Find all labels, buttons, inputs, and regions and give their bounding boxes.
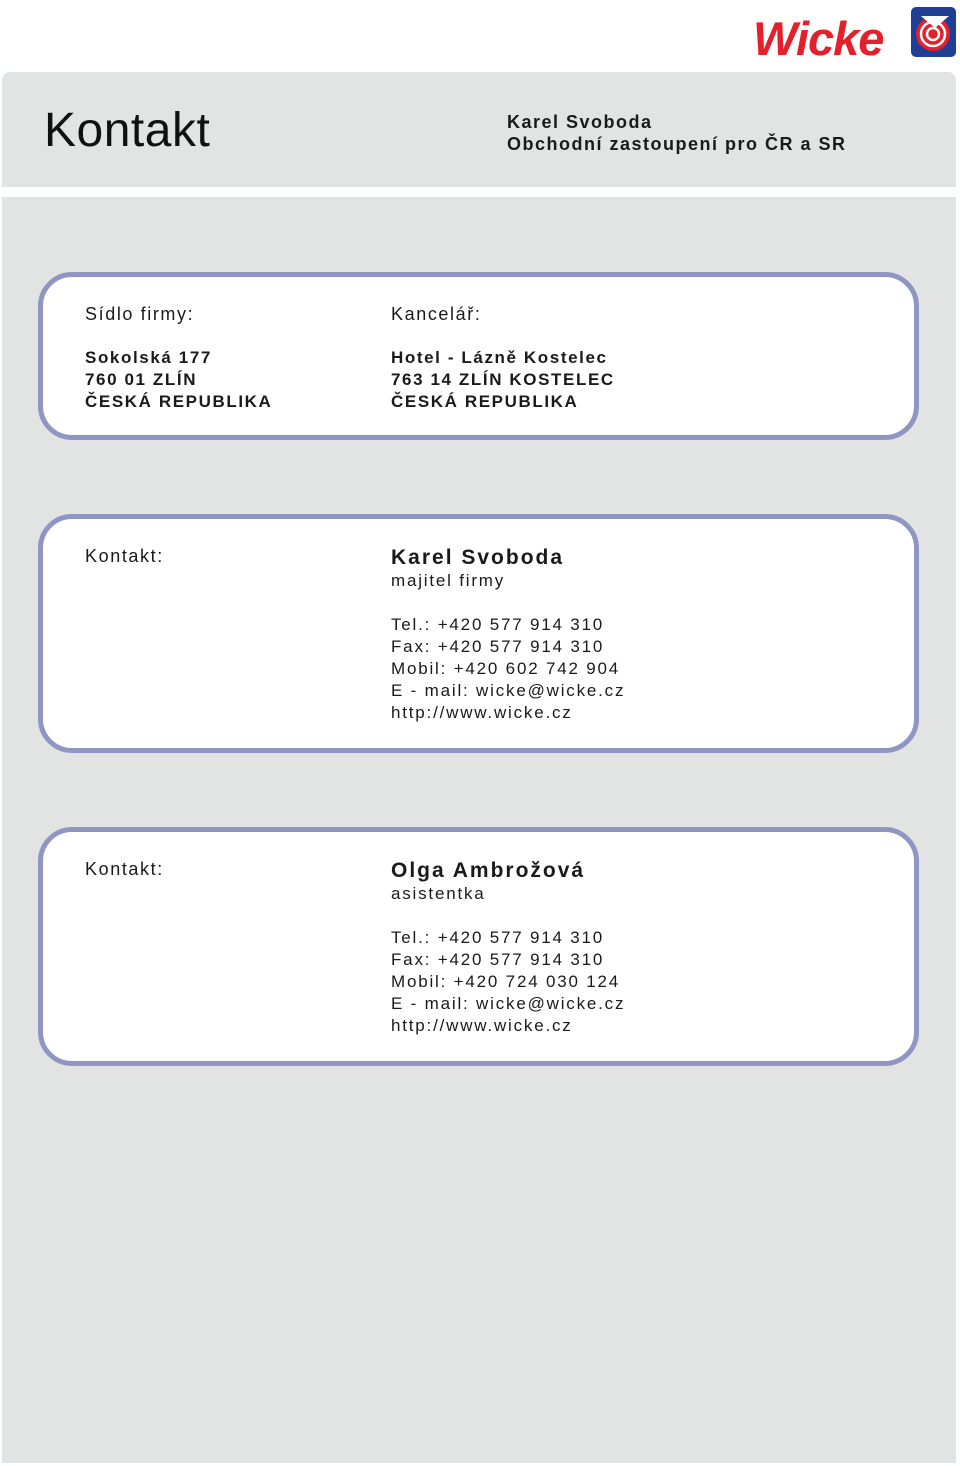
hq-city: 760 01 ZLÍN — [85, 370, 198, 389]
contact-fax: Fax: +420 577 914 310 — [391, 637, 605, 656]
contact-fax: Fax: +420 577 914 310 — [391, 950, 605, 969]
office-country: ČESKÁ REPUBLIKA — [391, 392, 579, 411]
contact-card-svoboda — [38, 514, 919, 753]
contact-mobil: Mobil: +420 724 030 124 — [391, 972, 621, 991]
contact-lines — [391, 927, 625, 1037]
contact-tel: Tel.: +420 577 914 310 — [391, 928, 605, 947]
hq-address — [85, 347, 272, 413]
contact-web[interactable]: http://www.wicke.cz — [391, 703, 573, 722]
office-city: 763 14 ZLÍN KOSTELEC — [391, 370, 615, 389]
contact-web[interactable]: http://www.wicke.cz — [391, 1016, 573, 1035]
contact-name: Karel Svoboda — [391, 546, 565, 569]
address-card — [38, 272, 919, 440]
hq-label: Sídlo firmy: — [85, 304, 195, 324]
contact-label: Kontakt: — [85, 546, 164, 566]
contact-mobil: Mobil: +420 602 742 904 — [391, 659, 621, 678]
header-person: Karel Svoboda — [507, 112, 653, 132]
svg-text:Wicke: Wicke — [753, 12, 884, 60]
contact-label: Kontakt: — [85, 859, 164, 879]
contact-card-ambrozova — [38, 827, 919, 1066]
header-subtitle-block — [507, 111, 847, 155]
hq-country: ČESKÁ REPUBLIKA — [85, 392, 273, 411]
contact-role: majitel firmy — [391, 571, 506, 590]
office-street: Hotel - Lázně Kostelec — [391, 348, 608, 367]
page-title: Kontakt — [44, 104, 211, 157]
contact-email[interactable]: E - mail: wicke@wicke.cz — [391, 681, 626, 700]
office-address — [391, 347, 615, 413]
contact-email[interactable]: E - mail: wicke@wicke.cz — [391, 994, 626, 1013]
contact-details — [391, 546, 625, 724]
contact-role: asistentka — [391, 884, 486, 903]
contact-tel: Tel.: +420 577 914 310 — [391, 615, 605, 634]
contact-name: Olga Ambrožová — [391, 859, 586, 882]
hq-street: Sokolská 177 — [85, 348, 212, 367]
wicke-logo-graphic — [753, 6, 957, 60]
contact-details — [391, 859, 625, 1037]
wicke-logo — [753, 6, 957, 60]
header-subtitle: Obchodní zastoupení pro ČR a SR — [507, 134, 847, 154]
contact-lines — [391, 614, 625, 724]
office-label: Kancelář: — [391, 304, 482, 324]
